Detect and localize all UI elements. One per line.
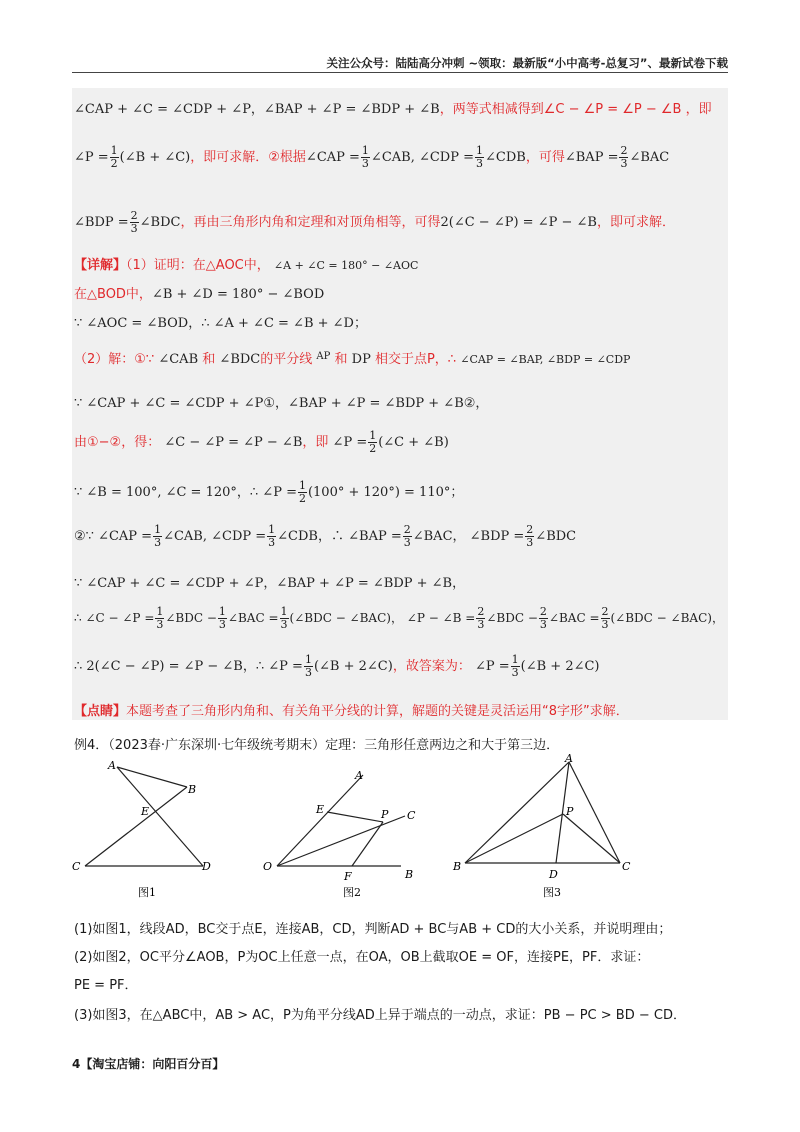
math: ∠BDP = [469,529,525,544]
answer-line-7 [74,348,730,367]
num: 1 [304,653,312,666]
math: ∠P = [268,659,303,674]
fraction [298,480,307,505]
fraction [155,606,164,631]
question-3: (3)如图3，在△ABC中，AB > AC，P为角平分线AD上异于端点的一动点，求证：PB − PC > BD − CD． [74,1008,686,1023]
question-2-cont: PE = PF． [74,978,138,993]
label-c: C [72,860,81,873]
num: 1 [280,605,288,618]
math: 2(∠C − ∠P) = ∠P − ∠B [440,215,597,230]
figure-2-caption: 图2 [343,886,361,899]
math: ∠CAP + ∠C = ∠CDP + ∠P，∠BAP + ∠P = ∠BDP + ∠B [74,102,440,117]
math: ∠BDC [535,529,577,544]
segment-pf [352,822,383,866]
num: 2 [526,523,534,536]
segment-pc [563,814,620,863]
answer-line-6 [74,312,730,331]
page-footer: 4【淘宝店铺：向阳百分百】 [72,1057,225,1071]
answer-line-2 [74,145,730,170]
math: ∵ ∠CAP + ∠C = ∠CDP + ∠P，∠BAP + ∠P = ∠BDP + ∠B， [74,576,466,591]
fraction [368,430,377,455]
math: ∴ 2(∠C − ∠P) = ∠P − ∠B [74,659,243,674]
text: ，故答案为： [392,659,471,674]
den: 3 [476,157,484,170]
math: ∠BAC = [227,611,279,625]
text: ，即 [302,435,329,450]
answer-line-3 [74,210,730,235]
math: ∠BDC [139,215,181,230]
segment-ad [117,767,203,866]
label-a: A [355,769,363,782]
den: 3 [361,157,369,170]
fraction [304,654,313,679]
math: ∠BAP = [564,150,619,165]
text: 相交于点P，∴ [374,352,457,367]
text: 由①−②，得： [74,435,161,450]
den: 3 [620,157,628,170]
math: (∠B + ∠C) [119,150,191,165]
figure-2 [255,752,425,902]
math: AP [316,351,331,362]
den: 2 [298,492,306,505]
label-f: F [344,870,352,883]
num: 2 [620,144,628,157]
answer-line-8 [74,392,730,411]
math: (∠C + ∠B) [378,435,449,450]
figure-1 [70,752,220,902]
fraction [619,145,628,170]
num: 1 [218,605,226,618]
fraction [267,524,276,549]
den: 3 [539,618,547,631]
segment-ab [117,767,187,787]
text: ，可得 [525,150,565,165]
fraction [153,524,162,549]
math: ∠BAC [629,150,670,165]
math: ∠P = [332,435,368,450]
math: DP [351,352,371,367]
page-header [72,52,728,73]
den: 3 [511,666,519,679]
answer-line-10 [74,480,730,505]
math: ∠BAC = [548,611,600,625]
label-a: A [565,752,573,765]
fraction [130,210,139,235]
num: 1 [476,144,484,157]
math: (100° + 120°) = 110°； [307,485,464,500]
label-e: E [141,805,150,818]
answer-line-9 [74,430,730,455]
math: ，∴ ∠BAP = [317,529,402,544]
text: ，两等式相减得到∠C − ∠P = ∠P − ∠B ，即 [439,102,712,117]
fraction [218,606,227,631]
fraction [476,606,485,631]
den: 2 [110,157,118,170]
math: (∠B + 2∠C) [520,659,600,674]
math: ∠BDC − [165,611,217,625]
den: 3 [154,536,162,549]
den: 3 [268,536,276,549]
ray-oa [277,775,363,866]
text: ，再由三角形内角和定理和对顶角相等，可得 [180,215,441,230]
num: 2 [403,523,411,536]
label-p: P [566,805,574,818]
num: 1 [361,144,369,157]
math: ∠CAB, ∠CDP = [370,150,475,165]
den: 3 [280,618,288,631]
num: 2 [477,605,485,618]
math: ∠P − ∠B = [406,611,476,625]
answer-line-11: ②∵ ∠CAP = $\frac{1}{3}$ ∠CAB, ∠CDP = $\frac{1}{3}$ ∠CDB，∴ ∠BAP = $\frac{2}{3}$ ∠BAC， ∠BDP = $\frac{2}{3}$ ∠BDC [74,523,577,549]
segment-ep [327,812,383,822]
label-a: A [108,759,116,772]
num: 2 [539,605,547,618]
fraction [280,606,289,631]
header-text: 关注公众号：陆陆高分冲刺 ~领取：最新版“小中高考-总复习”、最新试卷下载 [326,56,728,70]
fraction [525,524,534,549]
fraction [601,606,610,631]
label-p: P [381,808,389,821]
segment-pb [465,814,563,863]
label-c: C [622,860,631,873]
math: ∴ ∠C − ∠P = [74,611,155,625]
label-d: D [202,860,211,873]
label-b: B [188,783,197,796]
math: ∠P = [474,659,510,674]
text: 和 [334,352,348,367]
den: 3 [477,618,485,631]
fraction [361,145,370,170]
label-o: O [263,860,273,873]
detail-tag: 【详解】 [74,258,127,273]
answer-line-12 [74,572,730,591]
math: ∠B + ∠D = 180° − ∠BOD [151,287,325,302]
num: 1 [154,523,162,536]
math: (∠BDC − ∠BAC)， [289,611,403,625]
answer-line-13 [74,606,730,631]
label-c: C [407,809,416,822]
den: 3 [403,536,411,549]
answer-comment [74,700,730,719]
label-b: B [453,860,462,873]
answer-line-4 [74,254,730,273]
math: (∠BDC − ∠BAC)， [610,611,724,625]
question-2: (2)如图2，OC平分∠AOB，P为OC上任意一点，在OA，OB上截取OE = OF，连接PE，PF．求证： [74,950,650,965]
text: ，即可求解．②根据 [190,150,306,165]
text: 在△BOD中， [74,287,152,302]
comment-text: 本题考查了三角形内角和、有关角平分线的计算，解题的关键是灵活运用“8字形”求解． [126,704,629,719]
math: ∵ ∠AOC = ∠BOD，∴ ∠A + ∠C = ∠B + ∠D； [74,316,367,331]
question-1: (1)如图1，线段AD，BC交于点E，连接AB，CD，判断AD + BC与AB + CD的大小关系，并说明理由； [74,922,672,937]
num: 1 [156,605,164,618]
label-d: D [549,868,558,881]
den: 3 [304,666,312,679]
figure-3-caption: 图3 [543,886,561,899]
fraction [110,145,119,170]
den: 3 [156,618,164,631]
num: 1 [511,653,519,666]
example-title: 例4．（2023春·广东深圳·七年级统考期末）定理：三角形任意两边之和大于第三边． [74,738,560,753]
math: (∠B + 2∠C) [313,659,393,674]
num: 1 [110,144,118,157]
fraction [539,606,548,631]
segment-bc [85,787,187,866]
math: ∠BDP = [74,215,129,230]
label-e: E [316,803,325,816]
answer-line-14 [74,654,730,679]
math: ∵ ∠CAP + ∠C = ∠CDP + ∠P①，∠BAP + ∠P = ∠BDP + ∠B②， [74,396,489,411]
text: （2）解：①∵ [74,352,155,367]
text: ，即可求解． [596,215,675,230]
answer-line-5 [74,283,730,302]
answer-line-1 [74,98,730,117]
text: 的平分线 [260,352,313,367]
den: 2 [369,442,377,455]
figure-3 [445,752,645,902]
figure-1-caption: 图1 [138,886,156,899]
text: （1）证明：在△AOC中， [126,258,270,273]
math: ②∵ ∠CAP = [74,529,153,544]
math: ∠BAC [412,529,453,544]
fraction [403,524,412,549]
math: ∵ ∠B = 100°, ∠C = 120°，∴ ∠P = [74,485,297,500]
num: 1 [369,429,377,442]
fraction [511,654,520,679]
label-b: B [405,868,414,881]
math: ∠BDC [219,352,261,367]
math: ∠CDB [485,150,526,165]
den: 3 [218,618,226,631]
num: 1 [268,523,276,536]
math: ∠C − ∠P = ∠P − ∠B [164,435,303,450]
math: ∠CAP = ∠BAP, ∠BDP = ∠CDP [460,353,631,366]
ray-oc [277,816,405,866]
num: 2 [601,605,609,618]
math: ∠A + ∠C = 180° − ∠AOC [273,259,419,272]
math: ∠BDC − [486,611,538,625]
den: 3 [526,536,534,549]
math: ∠CDB [277,529,318,544]
math: ∠CAP = [305,150,360,165]
den: 3 [130,222,138,235]
math: ∠CAB [158,352,199,367]
text: 和 [202,352,216,367]
comment-tag: 【点睛】 [74,704,127,719]
math: ∠CAB, ∠CDP = [163,529,267,544]
num: 2 [130,209,138,222]
math: ∠P = [74,150,109,165]
num: 1 [298,479,306,492]
den: 3 [601,618,609,631]
fraction [475,145,484,170]
segment-ab [465,762,569,863]
math: ，∴ [242,659,265,674]
segment-ac [569,762,620,863]
